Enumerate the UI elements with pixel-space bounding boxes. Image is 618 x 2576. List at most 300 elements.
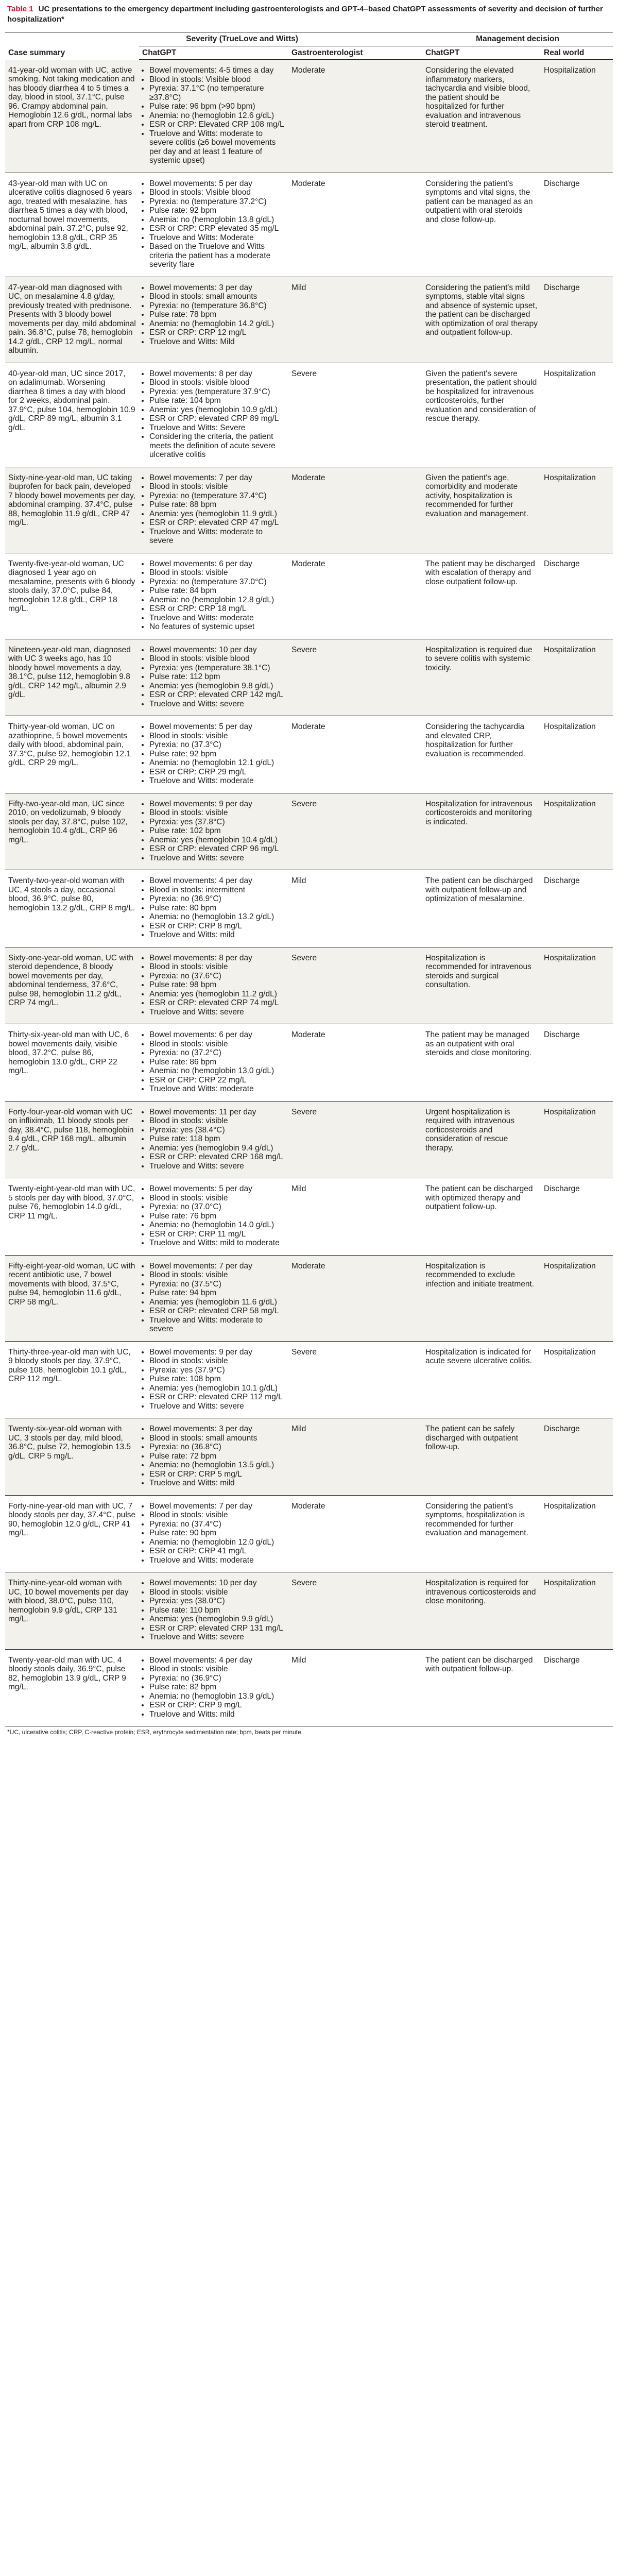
- management-chatgpt-cell: The patient can be discharged with outpatient follow-up.: [422, 1649, 541, 1726]
- spacer-cell: [345, 1649, 422, 1726]
- severity-criterion: • Blood in stools: visible: [149, 1357, 285, 1366]
- severity-criterion: • Bowel movements: 6 per day: [149, 1030, 285, 1040]
- severity-criteria-list: [142, 722, 285, 786]
- severity-criterion: • Bowel movements: 3 per day: [149, 283, 285, 293]
- severity-criteria-list: [142, 1656, 285, 1719]
- severity-criterion: • Blood in stools: Visible blood: [149, 75, 285, 84]
- severity-criterion: • Pyrexia: no (37.3°C): [149, 740, 285, 750]
- severity-criterion: • Pyrexia: yes (temperature 38.1°C): [149, 664, 285, 673]
- severity-gastroenterologist-cell: Mild: [288, 870, 345, 947]
- severity-criterion: • Anemia: no (hemoglobin 14.2 g/dL): [149, 319, 285, 329]
- severity-criterion: • ESR or CRP: CRP 11 mg/L: [149, 1230, 285, 1239]
- severity-criterion: • Truelove and Witts: moderate to severe: [149, 528, 285, 546]
- severity-criterion: • Bowel movements: 5 per day: [149, 179, 285, 189]
- table-row: [5, 1255, 613, 1341]
- severity-criterion: • Truelove and Witts: severe: [149, 700, 285, 709]
- case-summary-cell: Fifty-eight-year-old woman, UC with recent antibiotic use, 7 bowel movements with blood, 37.5°C, pulse 94, hemoglobin 11.6 g/dL, CRP 58 mg/L.: [5, 1255, 139, 1341]
- severity-criteria-list: [142, 1425, 285, 1488]
- severity-gastroenterologist-cell: Moderate: [288, 553, 345, 639]
- severity-chatgpt-cell: [139, 1024, 288, 1101]
- spacer-cell: [345, 277, 422, 363]
- management-chatgpt-cell: Considering the patient's symptoms and vital signs, the patient can be managed as an outpatient with oral steroids and close follow-up.: [422, 173, 541, 277]
- severity-criterion: • Blood in stools: visible: [149, 962, 285, 972]
- severity-gastroenterologist-cell: Mild: [288, 1418, 345, 1496]
- severity-criterion: • Pulse rate: 118 bpm: [149, 1134, 285, 1144]
- table-title: UC presentations to the emergency department including gastroenterologists and GPT-4–based ChatGPT assessments of severity and decision of further hospitalization*: [7, 5, 603, 24]
- severity-gastroenterologist-cell: Moderate: [288, 1495, 345, 1572]
- severity-criteria-list: [142, 1184, 285, 1248]
- severity-chatgpt-cell: [139, 1255, 288, 1341]
- header-management-chatgpt: ChatGPT: [422, 46, 541, 60]
- header-gastroenterologist-top: [345, 32, 422, 46]
- severity-chatgpt-cell: [139, 1495, 288, 1572]
- severity-criterion: • Anemia: no (hemoglobin 12.1 g/dL): [149, 758, 285, 768]
- severity-criterion: • ESR or CRP: elevated CRP 168 mg/L: [149, 1153, 285, 1162]
- severity-criterion: • Pyrexia: no (36.9°C): [149, 1674, 285, 1683]
- management-real-world-cell: Discharge: [541, 173, 613, 277]
- severity-criterion: • Truelove and Witts: mild: [149, 930, 285, 940]
- severity-gastroenterologist-cell: Moderate: [288, 1024, 345, 1101]
- case-summary-cell: Thirty-year-old woman, UC on azathioprine, 5 bowel movements daily with blood, abdominal pain, 37.3°C, pulse 92, hemoglobin 12.1 g/dL, CRP 29 mg/L.: [5, 716, 139, 793]
- severity-chatgpt-cell: [139, 870, 288, 947]
- management-chatgpt-cell: Hospitalization is indicated for acute severe ulcerative colitis.: [422, 1341, 541, 1418]
- header-gastroenterologist: Gastroenterologist: [288, 46, 345, 60]
- severity-criterion: • Bowel movements: 10 per day: [149, 646, 285, 655]
- severity-criterion: • Pyrexia: yes (38.4°C): [149, 1126, 285, 1135]
- table-label: Table 1: [7, 5, 33, 13]
- severity-criterion: • Pyrexia: no (temperature 36.8°C): [149, 301, 285, 311]
- severity-criterion: • Truelove and Witts: severe: [149, 854, 285, 863]
- severity-criterion: • Blood in stools: small amounts: [149, 1434, 285, 1443]
- severity-criteria-list: [142, 1108, 285, 1171]
- table-row: [5, 1572, 613, 1650]
- severity-criterion: • Pulse rate: 78 bpm: [149, 310, 285, 319]
- severity-criterion: • Bowel movements: 4-5 times a day: [149, 66, 285, 75]
- severity-criterion: • Anemia: no (hemoglobin 13.9 g/dL): [149, 1692, 285, 1701]
- spacer-cell: [345, 173, 422, 277]
- severity-chatgpt-cell: [139, 793, 288, 870]
- table-caption: [0, 0, 618, 32]
- management-real-world-cell: Discharge: [541, 1024, 613, 1101]
- severity-criterion: • Pulse rate: 102 bpm: [149, 826, 285, 836]
- severity-gastroenterologist-cell: Severe: [288, 793, 345, 870]
- severity-gastroenterologist-cell: Mild: [288, 1649, 345, 1726]
- table-row: [5, 716, 613, 793]
- header-case-summary: Case summary: [5, 32, 139, 60]
- severity-criterion: • Pulse rate: 110 bpm: [149, 1606, 285, 1615]
- management-chatgpt-cell: The patient can be safely discharged with outpatient follow-up.: [422, 1418, 541, 1496]
- severity-criterion: • Truelove and Witts: Mild: [149, 337, 285, 347]
- severity-criterion: • Pulse rate: 84 bpm: [149, 586, 285, 596]
- severity-criterion: • Blood in stools: visible: [149, 732, 285, 741]
- severity-gastroenterologist-cell: Mild: [288, 1178, 345, 1256]
- severity-criterion: • Blood in stools: visible: [149, 1665, 285, 1674]
- severity-gastroenterologist-cell: Severe: [288, 947, 345, 1024]
- severity-criterion: • ESR or CRP: CRP 8 mg/L: [149, 922, 285, 931]
- case-summary-cell: Thirty-nine-year-old woman with UC, 10 bowel movements per day with blood, 38.0°C, pulse 110, hemoglobin 9.9 g/dL, CRP 131 mg/L.: [5, 1572, 139, 1650]
- severity-criterion: • Truelove and Witts: moderate: [149, 776, 285, 786]
- severity-criterion: • Bowel movements: 9 per day: [149, 800, 285, 809]
- spacer-cell: [345, 363, 422, 467]
- severity-chatgpt-cell: [139, 947, 288, 1024]
- severity-criterion: • Anemia: yes (hemoglobin 10.4 g/dL): [149, 836, 285, 845]
- management-chatgpt-cell: Given the patient's severe presentation, the patient should be hospitalized for intravenous corticosteroids, further evaluation and consideration of rescue therapy.: [422, 363, 541, 467]
- management-real-world-cell: Hospitalization: [541, 467, 613, 553]
- table-row: [5, 1101, 613, 1178]
- severity-criterion: • Pulse rate: 108 bpm: [149, 1375, 285, 1384]
- severity-chatgpt-cell: [139, 553, 288, 639]
- severity-criterion: • Pulse rate: 86 bpm: [149, 1058, 285, 1067]
- severity-criterion: • ESR or CRP: CRP 29 mg/L: [149, 768, 285, 777]
- severity-criterion: • Blood in stools: visible: [149, 808, 285, 818]
- management-chatgpt-cell: Considering the tachycardia and elevated CRP, hospitalization for further evaluation is recommended.: [422, 716, 541, 793]
- severity-criterion: • Pyrexia: no (37.5°C): [149, 1280, 285, 1289]
- severity-criterion: • Pyrexia: no (temperature 37.4°C): [149, 492, 285, 501]
- severity-criterion: • Pyrexia: no (temperature 37.0°C): [149, 578, 285, 587]
- severity-criterion: • Truelove and Witts: moderate: [149, 614, 285, 623]
- severity-chatgpt-cell: [139, 467, 288, 553]
- severity-criterion: • Bowel movements: 6 per day: [149, 560, 285, 569]
- severity-chatgpt-cell: [139, 1418, 288, 1496]
- case-summary-cell: 47-year-old man diagnosed with UC, on mesalamine 4.8 g/day, previously treated with prednisone. Presents with 3 bloody bowel movements per day, mild abdominal pain. 36.8°C, pulse 78, hemoglobin 14.2 g/dL, CRP 12 mg/L, normal albumin.: [5, 277, 139, 363]
- severity-criteria-list: [142, 800, 285, 863]
- severity-criterion: • Bowel movements: 9 per day: [149, 1348, 285, 1357]
- severity-criterion: • Bowel movements: 8 per day: [149, 369, 285, 379]
- severity-criterion: • ESR or CRP: CRP 9 mg/L: [149, 1701, 285, 1710]
- severity-criterion: • Pyrexia: no (36.9°C): [149, 894, 285, 904]
- severity-criteria-list: [142, 1502, 285, 1565]
- severity-chatgpt-cell: [139, 1178, 288, 1256]
- severity-criterion: • Pyrexia: no (37.0°C): [149, 1202, 285, 1212]
- spacer-cell: [345, 1024, 422, 1101]
- severity-criterion: • Anemia: yes (hemoglobin 11.6 g/dL): [149, 1298, 285, 1307]
- case-summary-cell: 40-year-old man, UC since 2017, on adalimumab. Worsening diarrhea 8 times a day with blood for 2 weeks, abdominal pain. 37.9°C, pulse 104, hemoglobin 10.9 g/dL, CRP 89 mg/L, albumin 3.1 g/dL.: [5, 363, 139, 467]
- table-row: [5, 467, 613, 553]
- severity-criterion: • ESR or CRP: elevated CRP 74 mg/L: [149, 998, 285, 1008]
- severity-criterion: • Pyrexia: no (37.6°C): [149, 972, 285, 981]
- severity-criterion: • Pyrexia: no (37.4°C): [149, 1520, 285, 1529]
- severity-criterion: • Bowel movements: 8 per day: [149, 954, 285, 963]
- case-summary-cell: Twenty-five-year-old woman, UC diagnosed 1 year ago on mesalamine, presents with 6 bloody stools daily, 37.0°C, pulse 84, hemoglobin 12.8 g/dL, CRP 18 mg/L.: [5, 553, 139, 639]
- severity-gastroenterologist-cell: Mild: [288, 277, 345, 363]
- case-summary-cell: Twenty-eight-year-old man with UC, 5 stools per day with blood, 37.0°C, pulse 76, hemoglobin 14.0 g/dL, CRP 11 mg/L.: [5, 1178, 139, 1256]
- table-row: [5, 947, 613, 1024]
- table-row: [5, 1495, 613, 1572]
- management-chatgpt-cell: Hospitalization is recommended for intravenous steroids and surgical consultation.: [422, 947, 541, 1024]
- severity-criterion: • Anemia: no (hemoglobin 13.5 g/dL): [149, 1461, 285, 1470]
- spacer-cell: [345, 947, 422, 1024]
- severity-criterion: • Truelove and Witts: moderate to severe: [149, 1316, 285, 1334]
- severity-criterion: • Blood in stools: visible: [149, 1270, 285, 1280]
- severity-criterion: • Pulse rate: 98 bpm: [149, 980, 285, 990]
- spacer-cell: [345, 60, 422, 173]
- severity-chatgpt-cell: [139, 1341, 288, 1418]
- header-severity-group: Severity (TrueLove and Witts): [139, 32, 345, 46]
- severity-criterion: • Blood in stools: visible: [149, 568, 285, 578]
- severity-criterion: • Pyrexia: yes (temperature 37.9°C): [149, 387, 285, 397]
- severity-criterion: • Blood in stools: small amounts: [149, 292, 285, 301]
- severity-criterion: • Based on the Truelove and Witts criteria the patient has a moderate severity flare: [149, 242, 285, 269]
- management-real-world-cell: Hospitalization: [541, 1495, 613, 1572]
- management-real-world-cell: Hospitalization: [541, 716, 613, 793]
- severity-criterion: • Blood in stools: visible: [149, 1511, 285, 1520]
- spacer-cell: [345, 1418, 422, 1496]
- severity-criterion: • Pulse rate: 94 bpm: [149, 1289, 285, 1298]
- severity-criterion: • Truelove and Witts: severe: [149, 1402, 285, 1411]
- severity-criteria-list: [142, 283, 285, 347]
- table-row: [5, 639, 613, 716]
- severity-criterion: • Blood in stools: visible blood: [149, 378, 285, 387]
- severity-criterion: • Bowel movements: 10 per day: [149, 1579, 285, 1588]
- case-summary-cell: Fifty-two-year-old man, UC since 2010, on vedolizumab, 9 bloody stools per day, 37.8°C, pulse 102, hemoglobin 10.4 g/dL, CRP 96 mg/L.: [5, 793, 139, 870]
- spacer-cell: [345, 639, 422, 716]
- severity-criterion: • Anemia: yes (hemoglobin 11.2 g/dL): [149, 990, 285, 999]
- severity-criterion: • Blood in stools: Visible blood: [149, 188, 285, 197]
- header-management-group: Management decision: [422, 32, 613, 46]
- severity-criteria-list: [142, 560, 285, 632]
- management-chatgpt-cell: The patient can be discharged with outpatient follow-up and optimization of mesalamine.: [422, 870, 541, 947]
- severity-gastroenterologist-cell: Severe: [288, 1341, 345, 1418]
- management-real-world-cell: Hospitalization: [541, 793, 613, 870]
- severity-criterion: • Anemia: no (hemoglobin 12.6 g/dL): [149, 111, 285, 121]
- management-real-world-cell: Hospitalization: [541, 947, 613, 1024]
- case-summary-cell: Forty-nine-year-old man with UC, 7 bloody stools per day, 37.4°C, pulse 90, hemoglobin 12.0 g/dL, CRP 41 mg/L.: [5, 1495, 139, 1572]
- severity-criterion: • Blood in stools: intermittent: [149, 886, 285, 895]
- severity-chatgpt-cell: [139, 363, 288, 467]
- severity-criteria-list: [142, 1030, 285, 1094]
- management-chatgpt-cell: Hospitalization is recommended to exclude infection and initiate treatment.: [422, 1255, 541, 1341]
- severity-criterion: • Truelove and Witts: mild: [149, 1479, 285, 1488]
- severity-criterion: • ESR or CRP: elevated CRP 96 mg/L: [149, 844, 285, 854]
- spacer-cell: [345, 467, 422, 553]
- severity-criterion: • Pulse rate: 112 bpm: [149, 672, 285, 682]
- management-chatgpt-cell: Urgent hospitalization is required with intravenous corticosteroids and consideration of rescue therapy.: [422, 1101, 541, 1178]
- severity-criterion: • ESR or CRP: Elevated CRP 108 mg/L: [149, 120, 285, 129]
- severity-chatgpt-cell: [139, 1101, 288, 1178]
- severity-criterion: • Pyrexia: no (temperature 37.2°C): [149, 197, 285, 207]
- table-row: [5, 553, 613, 639]
- severity-criterion: • Pulse rate: 104 bpm: [149, 396, 285, 405]
- severity-criterion: • Blood in stools: visible: [149, 1040, 285, 1049]
- management-real-world-cell: Discharge: [541, 1178, 613, 1256]
- severity-criterion: • Anemia: no (hemoglobin 13.8 g/dL): [149, 215, 285, 225]
- severity-gastroenterologist-cell: Moderate: [288, 1255, 345, 1341]
- severity-criterion: • Bowel movements: 5 per day: [149, 1184, 285, 1194]
- severity-criterion: • Truelove and Witts: Moderate: [149, 233, 285, 243]
- case-summary-cell: Twenty-two-year-old woman with UC, 4 stools a day, occasional blood, 36.9°C, pulse 80, hemoglobin 13.2 g/dL, CRP 8 mg/L.: [5, 870, 139, 947]
- severity-criterion: • Anemia: yes (hemoglobin 10.1 g/dL): [149, 1384, 285, 1393]
- severity-criterion: • Truelove and Witts: mild to moderate: [149, 1239, 285, 1248]
- management-real-world-cell: Discharge: [541, 870, 613, 947]
- severity-criterion: • Pulse rate: 72 bpm: [149, 1452, 285, 1461]
- severity-criterion: • Bowel movements: 4 per day: [149, 1656, 285, 1665]
- table-row: [5, 173, 613, 277]
- severity-criterion: • ESR or CRP: CRP 41 mg/L: [149, 1547, 285, 1556]
- severity-criteria-list: [142, 1262, 285, 1334]
- severity-criterion: • Anemia: no (hemoglobin 12.0 g/dL): [149, 1538, 285, 1547]
- management-real-world-cell: Discharge: [541, 277, 613, 363]
- severity-criterion: • Bowel movements: 7 per day: [149, 473, 285, 483]
- severity-criterion: • Blood in stools: visible: [149, 1194, 285, 1203]
- header-severity-chatgpt: ChatGPT: [139, 46, 288, 60]
- severity-criterion: • Pyrexia: yes (38.0°C): [149, 1597, 285, 1606]
- severity-gastroenterologist-cell: Moderate: [288, 60, 345, 173]
- severity-criterion: • Pulse rate: 82 bpm: [149, 1683, 285, 1692]
- severity-criterion: • Blood in stools: visible: [149, 482, 285, 492]
- severity-gastroenterologist-cell: Moderate: [288, 173, 345, 277]
- severity-criteria-list: [142, 473, 285, 546]
- spacer-cell: [345, 1341, 422, 1418]
- severity-gastroenterologist-cell: Moderate: [288, 716, 345, 793]
- severity-criterion: • Truelove and Witts: moderate: [149, 1084, 285, 1094]
- management-real-world-cell: Discharge: [541, 553, 613, 639]
- severity-criterion: • ESR or CRP: elevated CRP 58 mg/L: [149, 1307, 285, 1316]
- severity-criteria-list: [142, 954, 285, 1017]
- severity-gastroenterologist-cell: Severe: [288, 639, 345, 716]
- case-summary-cell: Forty-four-year-old woman with UC on infliximab, 11 bloody stools per day, 38.4°C, pulse 118, hemoglobin 9.4 g/dL, CRP 168 mg/L, albumin 2.7 g/dL.: [5, 1101, 139, 1178]
- spacer-cell: [345, 1178, 422, 1256]
- severity-chatgpt-cell: [139, 277, 288, 363]
- case-summary-cell: Thirty-six-year-old man with UC, 6 bowel movements daily, visible blood, 37.2°C, pulse 86, hemoglobin 13.0 g/dL, CRP 22 mg/L.: [5, 1024, 139, 1101]
- severity-criterion: • ESR or CRP: elevated CRP 47 mg/L: [149, 518, 285, 528]
- management-real-world-cell: Hospitalization: [541, 639, 613, 716]
- spacer-cell: [345, 1101, 422, 1178]
- spacer-cell: [345, 1255, 422, 1341]
- management-real-world-cell: Discharge: [541, 1649, 613, 1726]
- severity-criterion: • Pulse rate: 76 bpm: [149, 1212, 285, 1221]
- severity-chatgpt-cell: [139, 716, 288, 793]
- management-real-world-cell: Hospitalization: [541, 60, 613, 173]
- severity-criterion: • Pyrexia: no (36.8°C): [149, 1443, 285, 1452]
- management-real-world-cell: Hospitalization: [541, 1572, 613, 1650]
- severity-criterion: • Blood in stools: visible blood: [149, 654, 285, 664]
- severity-criterion: • Bowel movements: 4 per day: [149, 876, 285, 886]
- spacer-cell: [345, 716, 422, 793]
- severity-gastroenterologist-cell: Severe: [288, 363, 345, 467]
- severity-criterion: • Pulse rate: 96 bpm (>90 bpm): [149, 102, 285, 111]
- spacer-cell: [345, 1572, 422, 1650]
- severity-criterion: • No features of systemic upset: [149, 622, 285, 632]
- severity-criteria-list: [142, 66, 285, 165]
- severity-criterion: • Anemia: no (hemoglobin 13.0 g/dL): [149, 1066, 285, 1076]
- case-summary-cell: 41-year-old woman with UC, active smoking. Not taking medication and has bloody diarrhea 4 to 5 times a day, blood in stool, 37.1°C, pulse 96. Crampy abdominal pain. Hemoglobin 12.6 g/dL, normal labs apart from CRP 108 mg/L.: [5, 60, 139, 173]
- severity-criterion: • Bowel movements: 11 per day: [149, 1108, 285, 1117]
- spacer-cell: [345, 870, 422, 947]
- case-summary-cell: 43-year-old man with UC on ulcerative colitis diagnosed 6 years ago, treated with mesalazine, has diarrhea 5 times a day with blood, nocturnal bowel movements, abdominal pain. 37.2°C, pulse 92, hemoglobin 13.8 g/dL, CRP 35 mg/L, albumin 3.8 g/dL.: [5, 173, 139, 277]
- severity-criterion: • ESR or CRP: CRP elevated 35 mg/L: [149, 224, 285, 233]
- table-row: [5, 870, 613, 947]
- severity-criterion: • Pyrexia: yes (37.9°C): [149, 1366, 285, 1375]
- management-real-world-cell: Hospitalization: [541, 1341, 613, 1418]
- severity-criterion: • ESR or CRP: CRP 22 mg/L: [149, 1076, 285, 1085]
- severity-criterion: • ESR or CRP: elevated CRP 89 mg/L: [149, 414, 285, 423]
- management-chatgpt-cell: Hospitalization is required for intravenous corticosteroids and close monitoring.: [422, 1572, 541, 1650]
- management-chatgpt-cell: Considering the patient's symptoms, hospitalization is recommended for further evaluation and management.: [422, 1495, 541, 1572]
- severity-gastroenterologist-cell: Severe: [288, 1572, 345, 1650]
- management-real-world-cell: Discharge: [541, 1418, 613, 1496]
- management-chatgpt-cell: Hospitalization for intravenous corticosteroids and monitoring is indicated.: [422, 793, 541, 870]
- severity-criteria-list: [142, 1348, 285, 1411]
- table-row: [5, 1024, 613, 1101]
- severity-criterion: • ESR or CRP: CRP 12 mg/L: [149, 328, 285, 337]
- table-row: [5, 1649, 613, 1726]
- severity-chatgpt-cell: [139, 1572, 288, 1650]
- severity-criterion: • Truelove and Witts: severe: [149, 1008, 285, 1017]
- severity-criterion: • Anemia: yes (hemoglobin 11.9 g/dL): [149, 510, 285, 519]
- table-row: [5, 277, 613, 363]
- severity-criterion: • Pyrexia: 37.1°C (no temperature ≥37.8°C): [149, 84, 285, 102]
- table-row: [5, 363, 613, 467]
- severity-criterion: • Pyrexia: no (37.2°C): [149, 1048, 285, 1058]
- severity-criterion: • Truelove and Witts: severe: [149, 1633, 285, 1642]
- management-real-world-cell: Hospitalization: [541, 363, 613, 467]
- severity-criterion: • Bowel movements: 7 per day: [149, 1502, 285, 1511]
- severity-criterion: • Anemia: yes (hemoglobin 9.9 g/dL): [149, 1615, 285, 1624]
- severity-criterion: • ESR or CRP: elevated CRP 131 mg/L: [149, 1624, 285, 1633]
- severity-criterion: • Pulse rate: 80 bpm: [149, 904, 285, 913]
- case-summary-cell: Twenty-year-old man with UC, 4 bloody stools daily, 36.9°C, pulse 82, hemoglobin 13.9 g/dL, CRP 9 mg/L.: [5, 1649, 139, 1726]
- severity-criterion: • Truelove and Witts: moderate to severe colitis (≥6 bowel movements per day and at least 1 feature of systemic upset): [149, 129, 285, 165]
- severity-chatgpt-cell: [139, 60, 288, 173]
- management-real-world-cell: Hospitalization: [541, 1255, 613, 1341]
- header-real-world: Real world: [541, 46, 613, 60]
- spacer-cell: [345, 1495, 422, 1572]
- severity-chatgpt-cell: [139, 1649, 288, 1726]
- severity-criterion: • Truelove and Witts: severe: [149, 1162, 285, 1171]
- severity-criteria-list: [142, 179, 285, 269]
- table-row: [5, 60, 613, 173]
- spacer-cell: [345, 553, 422, 639]
- management-real-world-cell: Hospitalization: [541, 1101, 613, 1178]
- severity-criterion: • Anemia: yes (hemoglobin 9.8 g/dL): [149, 682, 285, 691]
- severity-criterion: • Bowel movements: 7 per day: [149, 1262, 285, 1271]
- table-footnote: *UC, ulcerative colitis; CRP, C-reactive protein; ESR, erythrocyte sedimentation rate; bpm, beats per minute.: [7, 1728, 303, 1736]
- table-row: [5, 793, 613, 870]
- severity-criteria-list: [142, 876, 285, 940]
- severity-criterion: • Pulse rate: 92 bpm: [149, 750, 285, 759]
- management-chatgpt-cell: Considering the patient's mild symptoms, stable vital signs and absence of systemic upset, the patient can be discharged with optimization of oral therapy and outpatient follow-up.: [422, 277, 541, 363]
- severity-criterion: • Bowel movements: 3 per day: [149, 1425, 285, 1434]
- table-body: [5, 60, 613, 1726]
- severity-criterion: • ESR or CRP: elevated CRP 112 mg/L: [149, 1393, 285, 1402]
- severity-criterion: • Bowel movements: 5 per day: [149, 722, 285, 732]
- case-summary-cell: Sixty-nine-year-old man, UC taking ibuprofen for back pain, developed 7 bloody bowel movements per day, abdominal cramping. 37.4°C, pulse 88, hemoglobin 11.9 g/dL, CRP 47 mg/L.: [5, 467, 139, 553]
- severity-criterion: • Blood in stools: visible: [149, 1588, 285, 1597]
- severity-criterion: • Considering the criteria, the patient meets the definition of acute severe ulcerative colitis: [149, 432, 285, 460]
- severity-chatgpt-cell: [139, 173, 288, 277]
- management-chatgpt-cell: The patient may be discharged with escalation of therapy and close outpatient follow-up.: [422, 553, 541, 639]
- severity-criterion: • Pulse rate: 92 bpm: [149, 206, 285, 215]
- severity-criterion: • ESR or CRP: elevated CRP 142 mg/L: [149, 690, 285, 700]
- severity-criterion: • Truelove and Witts: moderate: [149, 1556, 285, 1565]
- cases-table: [5, 32, 613, 1726]
- management-chatgpt-cell: The patient may be managed as an outpatient with oral steroids and close monitoring.: [422, 1024, 541, 1101]
- management-chatgpt-cell: Considering the elevated inflammatory markers, tachycardia and visible blood, the patient should be hospitalized for further evaluation and intravenous steroid treatment.: [422, 60, 541, 173]
- severity-criterion: • Pulse rate: 88 bpm: [149, 500, 285, 510]
- severity-criteria-list: [142, 646, 285, 709]
- severity-criterion: • Truelove and Witts: mild: [149, 1710, 285, 1719]
- table-row: [5, 1178, 613, 1256]
- severity-criterion: • ESR or CRP: CRP 5 mg/L: [149, 1470, 285, 1479]
- case-summary-cell: Nineteen-year-old man, diagnosed with UC 3 weeks ago, has 10 bloody bowel movements a day, 38.1°C, pulse 112, hemoglobin 9.8 g/dL, CRP 142 mg/L, albumin 2.9 g/dL.: [5, 639, 139, 716]
- severity-criterion: • Truelove and Witts: Severe: [149, 423, 285, 433]
- severity-criterion: • Anemia: no (hemoglobin 12.8 g/dL): [149, 596, 285, 605]
- management-chatgpt-cell: Hospitalization is required due to severe colitis with systemic toxicity.: [422, 639, 541, 716]
- case-summary-cell: Thirty-three-year-old man with UC, 9 bloody stools per day, 37.9°C, pulse 108, hemoglobin 10.1 g/dL, CRP 112 mg/L.: [5, 1341, 139, 1418]
- severity-criterion: • Anemia: no (hemoglobin 13.2 g/dL): [149, 912, 285, 922]
- severity-criterion: • Anemia: yes (hemoglobin 10.9 g/dL): [149, 405, 285, 415]
- severity-gastroenterologist-cell: Severe: [288, 1101, 345, 1178]
